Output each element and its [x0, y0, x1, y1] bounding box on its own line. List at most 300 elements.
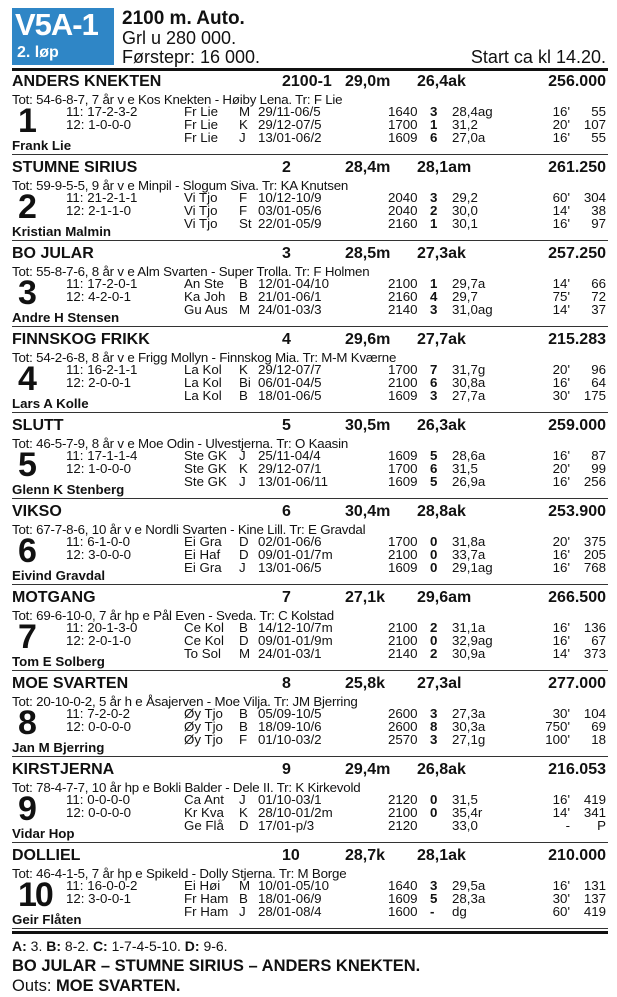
driver-name: Geir Flåten [12, 912, 82, 927]
start-odds: 30' [552, 891, 570, 906]
year-stats: 11: 21-2-1-1 [66, 190, 138, 205]
horse-summary: Tot: 78-4-7-7, 10 år hp e Bokli Balder - Dele II. Tr: K Kirkevold [12, 780, 361, 795]
start-distance: 3 [282, 245, 291, 262]
horse-name: ANDERS KNEKTEN [12, 73, 162, 90]
start-odds: 750' [545, 719, 570, 734]
start-time: 28,6a [452, 448, 486, 463]
horse-header [12, 760, 608, 780]
start-distance-m: 2160 [388, 216, 418, 231]
horse-entry [12, 587, 608, 671]
best-time: 30,4m [345, 503, 391, 520]
start-driver-code: An Ste [184, 276, 224, 291]
start-time: 31,5 [452, 461, 478, 476]
start-track: D [239, 818, 249, 833]
system-b-key: B: [46, 938, 62, 954]
year-stats: 12: 1-0-0-0 [66, 461, 132, 476]
horse-points: 261.250 [548, 159, 606, 176]
start-driver-code: Ge Flå [184, 818, 224, 833]
start-distance: 2100-1 [282, 73, 332, 90]
start-driver-code: Vi Tjo [184, 216, 218, 231]
start-date: 28/10-01/2m [258, 805, 333, 820]
horse-divider [12, 756, 608, 757]
start-date: 09/01-01/7m [258, 547, 333, 562]
start-driver-code: Vi Tjo [184, 190, 218, 205]
start-placing: 1 [430, 117, 438, 132]
start-driver-code: Gu Aus [184, 302, 228, 317]
horse-summary: Tot: 59-9-5-5, 9 år v e Minpil - Slogum Siva. Tr: KA Knutsen [12, 178, 349, 193]
start-row [12, 130, 608, 146]
start-prize: 18 [591, 732, 606, 747]
start-number: 9 [18, 790, 35, 828]
start-date: 29/12-07/1 [258, 461, 322, 476]
start-driver-code: Øy Tjo [184, 719, 223, 734]
horse-header [12, 158, 608, 178]
best-time: 27,1k [345, 589, 386, 606]
start-prize: 304 [583, 190, 606, 205]
horse-divider [12, 584, 608, 585]
start-distance-m: 1600 [388, 904, 418, 919]
race-leg: 2. løp [17, 44, 59, 61]
horse-divider [12, 498, 608, 499]
horse-points: 256.000 [548, 73, 606, 90]
start-time: 29,7 [452, 289, 478, 304]
start-distance-m: 2100 [388, 633, 418, 648]
start-track: J [239, 560, 246, 575]
year-stats: 12: 3-0-0-1 [66, 891, 132, 906]
horse-points: 253.900 [548, 503, 606, 520]
start-prize: P [597, 818, 606, 833]
start-track: J [239, 474, 246, 489]
start-time: 28,4ag [452, 104, 493, 119]
start-placing: 0 [430, 792, 438, 807]
start-number: 8 [18, 704, 35, 742]
start-odds: 16' [552, 560, 570, 575]
start-track: F [239, 732, 248, 747]
start-distance-m: 1609 [388, 891, 418, 906]
system-d-key: D: [184, 938, 200, 954]
start-date: 01/10-03/2 [258, 732, 322, 747]
start-placing: 3 [430, 190, 438, 205]
start-driver-code: Ei Haf [184, 547, 221, 562]
year-stats: 12: 4-2-0-1 [66, 289, 132, 304]
start-prize: 69 [591, 719, 606, 734]
start-placing: 0 [430, 560, 438, 575]
horse-summary: Tot: 54-6-8-7, 7 år v e Kos Knekten - Høiby Lena. Tr: F Lie [12, 92, 343, 107]
start-number: 4 [18, 360, 35, 398]
year-stats: 12: 2-0-0-1 [66, 375, 132, 390]
year-stats: 11: 17-2-3-2 [66, 104, 138, 119]
start-time: 27,3a [452, 706, 486, 721]
year-stats: 12: 2-1-1-0 [66, 203, 132, 218]
year-stats: 11: 0-0-0-0 [66, 792, 131, 807]
start-odds: 14' [552, 302, 570, 317]
start-prize: 136 [583, 620, 606, 635]
horse-name: MOE SVARTEN [12, 675, 129, 692]
start-distance-m: 2140 [388, 646, 418, 661]
best-time: 25,8k [345, 675, 386, 692]
start-prize: 104 [583, 706, 606, 721]
start-date: 18/09-10/6 [258, 719, 322, 734]
start-number: 5 [18, 446, 35, 484]
start-placing: 3 [430, 388, 438, 403]
start-distance-m: 1609 [388, 560, 418, 575]
start-prize: 64 [591, 375, 606, 390]
horse-header [12, 502, 608, 522]
best-time: 28,5m [345, 245, 391, 262]
record-time: 26,4ak [417, 73, 466, 90]
record-time: 26,8ak [417, 761, 466, 778]
race-header [12, 8, 608, 70]
start-driver-code: Fr Lie [184, 130, 218, 145]
start-odds: 16' [552, 448, 570, 463]
start-distance: 4 [282, 331, 291, 348]
start-placing: 3 [430, 302, 438, 317]
horse-summary: Tot: 20-10-0-2, 5 år h e Åsajerven - Moe Vilja. Tr: JM Bjerring [12, 694, 358, 709]
driver-name: Tom E Solberg [12, 654, 105, 669]
start-placing: 2 [430, 620, 438, 635]
start-number: 7 [18, 618, 35, 656]
start-distance-m: 2120 [388, 792, 418, 807]
start-placing: 0 [430, 534, 438, 549]
start-track: M [239, 878, 251, 893]
start-distance-m: 1700 [388, 117, 418, 132]
start-placing: 3 [430, 878, 438, 893]
record-time: 28,1am [417, 159, 472, 176]
start-driver-code: Ei Gra [184, 534, 222, 549]
record-time: 26,3ak [417, 417, 466, 434]
start-prize: 55 [591, 130, 606, 145]
start-time: 30,8a [452, 375, 486, 390]
start-driver-code: Kr Kva [184, 805, 224, 820]
start-placing: 6 [430, 130, 438, 145]
horse-summary: Tot: 54-2-6-8, 8 år v e Frigg Mollyn - Finnskog Mia. Tr: M-M Kværne [12, 350, 397, 365]
horse-divider [12, 670, 608, 671]
start-track: M [239, 302, 251, 317]
start-track: B [239, 719, 248, 734]
horse-header [12, 674, 608, 694]
horse-entry [12, 759, 608, 843]
start-time: 29,2 [452, 190, 478, 205]
driver-name: Eivind Gravdal [12, 568, 106, 583]
start-time: 27,0a [452, 130, 486, 145]
start-distance-m: 2100 [388, 375, 418, 390]
start-date: 12/01-04/10 [258, 276, 329, 291]
start-odds: 16' [552, 375, 570, 390]
start-driver-code: Ce Kol [184, 620, 224, 635]
start-time: 28,3a [452, 891, 486, 906]
horse-header [12, 416, 608, 436]
horse-summary: Tot: 46-4-1-5, 7 år hp e Spikeld - Dolly Stjerna. Tr: M Borge [12, 866, 347, 881]
driver-name: Lars A Kolle [12, 396, 89, 411]
start-date: 09/01-01/9m [258, 633, 333, 648]
start-date: 03/01-05/6 [258, 203, 322, 218]
horse-points: 257.250 [548, 245, 606, 262]
start-time: 31,0ag [452, 302, 493, 317]
start-prize: 768 [583, 560, 606, 575]
horse-name: FINNSKOG FRIKK [12, 331, 150, 348]
start-time: 29,1ag [452, 560, 493, 575]
horse-divider [12, 412, 608, 413]
start-odds: 20' [552, 362, 570, 377]
driver-name: Andre H Stensen [12, 310, 120, 325]
horse-points: 216.053 [548, 761, 606, 778]
start-prize: 341 [583, 805, 606, 820]
start-track: K [239, 461, 248, 476]
start-number: 6 [18, 532, 35, 570]
horse-header [12, 330, 608, 350]
horse-divider [12, 240, 608, 241]
start-prize: 66 [591, 276, 606, 291]
start-distance: 8 [282, 675, 291, 692]
start-date: 29/12-07/5 [258, 117, 322, 132]
start-distance-m: 1640 [388, 878, 418, 893]
start-time: 32,9ag [452, 633, 493, 648]
start-date: 02/01-06/6 [258, 534, 322, 549]
start-odds: 16' [552, 633, 570, 648]
start-placing: 4 [430, 289, 438, 304]
start-distance: 9 [282, 761, 291, 778]
start-driver-code: Fr Lie [184, 117, 218, 132]
horse-entry [12, 71, 608, 155]
start-track: J [239, 792, 246, 807]
start-placing: 2 [430, 646, 438, 661]
start-track: St [239, 216, 252, 231]
start-odds: 100' [545, 732, 570, 747]
horse-name: STUMNE SIRIUS [12, 159, 138, 176]
start-odds: 14' [552, 276, 570, 291]
year-stats: 11: 17-2-0-1 [66, 276, 138, 291]
best-time: 29,6m [345, 331, 391, 348]
start-distance: 10 [282, 847, 300, 864]
start-track: B [239, 388, 248, 403]
horse-divider [12, 326, 608, 327]
start-distance-m: 1700 [388, 461, 418, 476]
start-prize: 205 [583, 547, 606, 562]
driver-name: Vidar Hop [12, 826, 75, 841]
horse-name: BO JULAR [12, 245, 94, 262]
driver-name: Jan M Bjerring [12, 740, 105, 755]
start-distance-m: 2160 [388, 289, 418, 304]
start-placing: 6 [430, 375, 438, 390]
start-row [12, 818, 608, 834]
system-c-value: 1-7-4-5-10. [111, 938, 181, 954]
horse-entry [12, 501, 608, 585]
start-distance: 6 [282, 503, 291, 520]
start-prize: 55 [591, 104, 606, 119]
start-odds: 14' [552, 203, 570, 218]
start-time: 29,5a [452, 878, 486, 893]
start-distance-m: 2570 [388, 732, 418, 747]
start-date: 24/01-03/1 [258, 646, 322, 661]
start-driver-code: Ca Ant [184, 792, 224, 807]
start-odds: 30' [552, 388, 570, 403]
horse-header [12, 72, 608, 92]
start-track: Bi [239, 375, 251, 390]
start-distance-m: 1609 [388, 448, 418, 463]
year-stats: 11: 6-1-0-0 [66, 534, 131, 549]
start-placing: 3 [430, 732, 438, 747]
start-prize: 373 [583, 646, 606, 661]
start-driver-code: Ste GK [184, 448, 227, 463]
start-odds: - [565, 818, 570, 833]
horse-points: 277.000 [548, 675, 606, 692]
best-time: 29,0m [345, 73, 391, 90]
start-time: 27,1g [452, 732, 486, 747]
start-track: D [239, 547, 249, 562]
start-time: 31,8a [452, 534, 486, 549]
year-stats: 11: 17-1-1-4 [66, 448, 138, 463]
outs-label: Outs: [12, 977, 52, 995]
start-distance-m: 1640 [388, 104, 418, 119]
start-time: 31,5 [452, 792, 478, 807]
start-date: 24/01-03/3 [258, 302, 322, 317]
record-time: 27,7ak [417, 331, 466, 348]
start-placing: 5 [430, 474, 438, 489]
start-placing: 1 [430, 216, 438, 231]
start-number: 10 [18, 876, 52, 914]
horse-name: MOTGANG [12, 589, 96, 606]
start-odds: 20' [552, 117, 570, 132]
start-time: 26,9a [452, 474, 486, 489]
race-distance-title: 2100 m. Auto. [122, 8, 245, 29]
start-placing: 5 [430, 448, 438, 463]
start-driver-code: Fr Ham [184, 891, 229, 906]
start-driver-code: Vi Tjo [184, 203, 218, 218]
start-odds: 30' [552, 706, 570, 721]
start-date: 13/01-06/2 [258, 130, 322, 145]
year-stats: 12: 1-0-0-0 [66, 117, 132, 132]
horse-name: DOLLIEL [12, 847, 81, 864]
start-distance-m: 1609 [388, 130, 418, 145]
horse-entry [12, 329, 608, 413]
start-date: 28/01-08/4 [258, 904, 322, 919]
start-number: 2 [18, 188, 35, 226]
start-time: 33,0 [452, 818, 478, 833]
horse-points: 215.283 [548, 331, 606, 348]
start-odds: 14' [552, 805, 570, 820]
start-odds: 14' [552, 646, 570, 661]
start-placing: 8 [430, 719, 438, 734]
start-prize: 131 [583, 878, 606, 893]
best-time: 28,7k [345, 847, 386, 864]
start-placing: 1 [430, 276, 438, 291]
start-driver-code: Ei Gra [184, 560, 222, 575]
start-placing: 5 [430, 891, 438, 906]
horse-header [12, 588, 608, 608]
footer-divider [12, 931, 608, 934]
start-track: F [239, 203, 248, 218]
start-track: F [239, 190, 248, 205]
start-date: 18/01-06/5 [258, 388, 322, 403]
start-driver-code: La Kol [184, 362, 222, 377]
start-prize: 72 [591, 289, 606, 304]
start-odds: 16' [552, 792, 570, 807]
start-track: J [239, 130, 246, 145]
start-date: 14/12-10/7m [258, 620, 333, 635]
start-date: 13/01-06/5 [258, 560, 322, 575]
start-odds: 16' [552, 104, 570, 119]
start-track: M [239, 646, 251, 661]
outsider-pick [12, 976, 180, 996]
ranking-pick: BO JULAR – STUMNE SIRIUS – ANDERS KNEKTEN. [12, 957, 421, 975]
start-time: 31,2 [452, 117, 478, 132]
start-placing: 6 [430, 461, 438, 476]
start-time: 35,4r [452, 805, 483, 820]
start-odds: 16' [552, 878, 570, 893]
horse-divider [12, 842, 608, 843]
start-track: K [239, 362, 248, 377]
record-time: 28,1ak [417, 847, 466, 864]
start-date: 01/10-03/1 [258, 792, 322, 807]
horse-header [12, 846, 608, 866]
start-track: K [239, 805, 248, 820]
start-track: J [239, 448, 246, 463]
start-prize: 137 [583, 891, 606, 906]
start-time: 27,7a [452, 388, 486, 403]
start-driver-code: Ste GK [184, 461, 227, 476]
start-track: D [239, 633, 249, 648]
start-date: 06/01-04/5 [258, 375, 322, 390]
start-odds: 20' [552, 461, 570, 476]
start-distance: 2 [282, 159, 291, 176]
start-prize: 37 [591, 302, 606, 317]
record-time: 29,6am [417, 589, 472, 606]
start-driver-code: Øy Tjo [184, 732, 223, 747]
start-prize: 97 [591, 216, 606, 231]
start-odds: 16' [552, 620, 570, 635]
start-prize: 256 [583, 474, 606, 489]
system-a-value: 3. [30, 938, 43, 954]
start-driver-code: Ste GK [184, 474, 227, 489]
race-program-page [12, 7, 608, 995]
start-prize: 419 [583, 904, 606, 919]
start-distance-m: 2100 [388, 276, 418, 291]
start-row [12, 388, 608, 404]
system-a-key: A: [12, 938, 27, 954]
start-distance-m: 1609 [388, 474, 418, 489]
start-date: 17/01-p/3 [258, 818, 315, 833]
start-distance-m: 1609 [388, 388, 418, 403]
year-stats: 11: 20-1-3-0 [66, 620, 138, 635]
start-placing: 2 [430, 203, 438, 218]
start-time: 33,7a [452, 547, 486, 562]
start-time: 29,7a [452, 276, 486, 291]
year-stats: 12: 2-0-1-0 [66, 633, 132, 648]
start-prize: 375 [583, 534, 606, 549]
start-prize: 175 [583, 388, 606, 403]
start-date: 18/01-06/9 [258, 891, 322, 906]
horse-summary: Tot: 67-7-8-6, 10 år v e Nordli Svarten - Kine Lill. Tr: E Gravdal [12, 522, 366, 537]
start-track: B [239, 276, 248, 291]
system-c-key: C: [92, 938, 108, 954]
horse-entry [12, 415, 608, 499]
start-odds: 75' [552, 289, 570, 304]
horse-header [12, 244, 608, 264]
race-badge [12, 8, 114, 65]
start-driver-code: Ka Joh [184, 289, 226, 304]
start-prize: 96 [591, 362, 606, 377]
start-time: dg [452, 904, 467, 919]
start-date: 05/09-10/5 [258, 706, 322, 721]
driver-name: Kristian Malmin [12, 224, 112, 239]
start-time: 30,1 [452, 216, 478, 231]
start-prize: 67 [591, 633, 606, 648]
year-stats: 11: 16-0-0-2 [66, 878, 138, 893]
start-track: J [239, 904, 246, 919]
horse-name: KIRSTJERNA [12, 761, 115, 778]
record-time: 28,8ak [417, 503, 466, 520]
horse-divider [12, 928, 608, 929]
